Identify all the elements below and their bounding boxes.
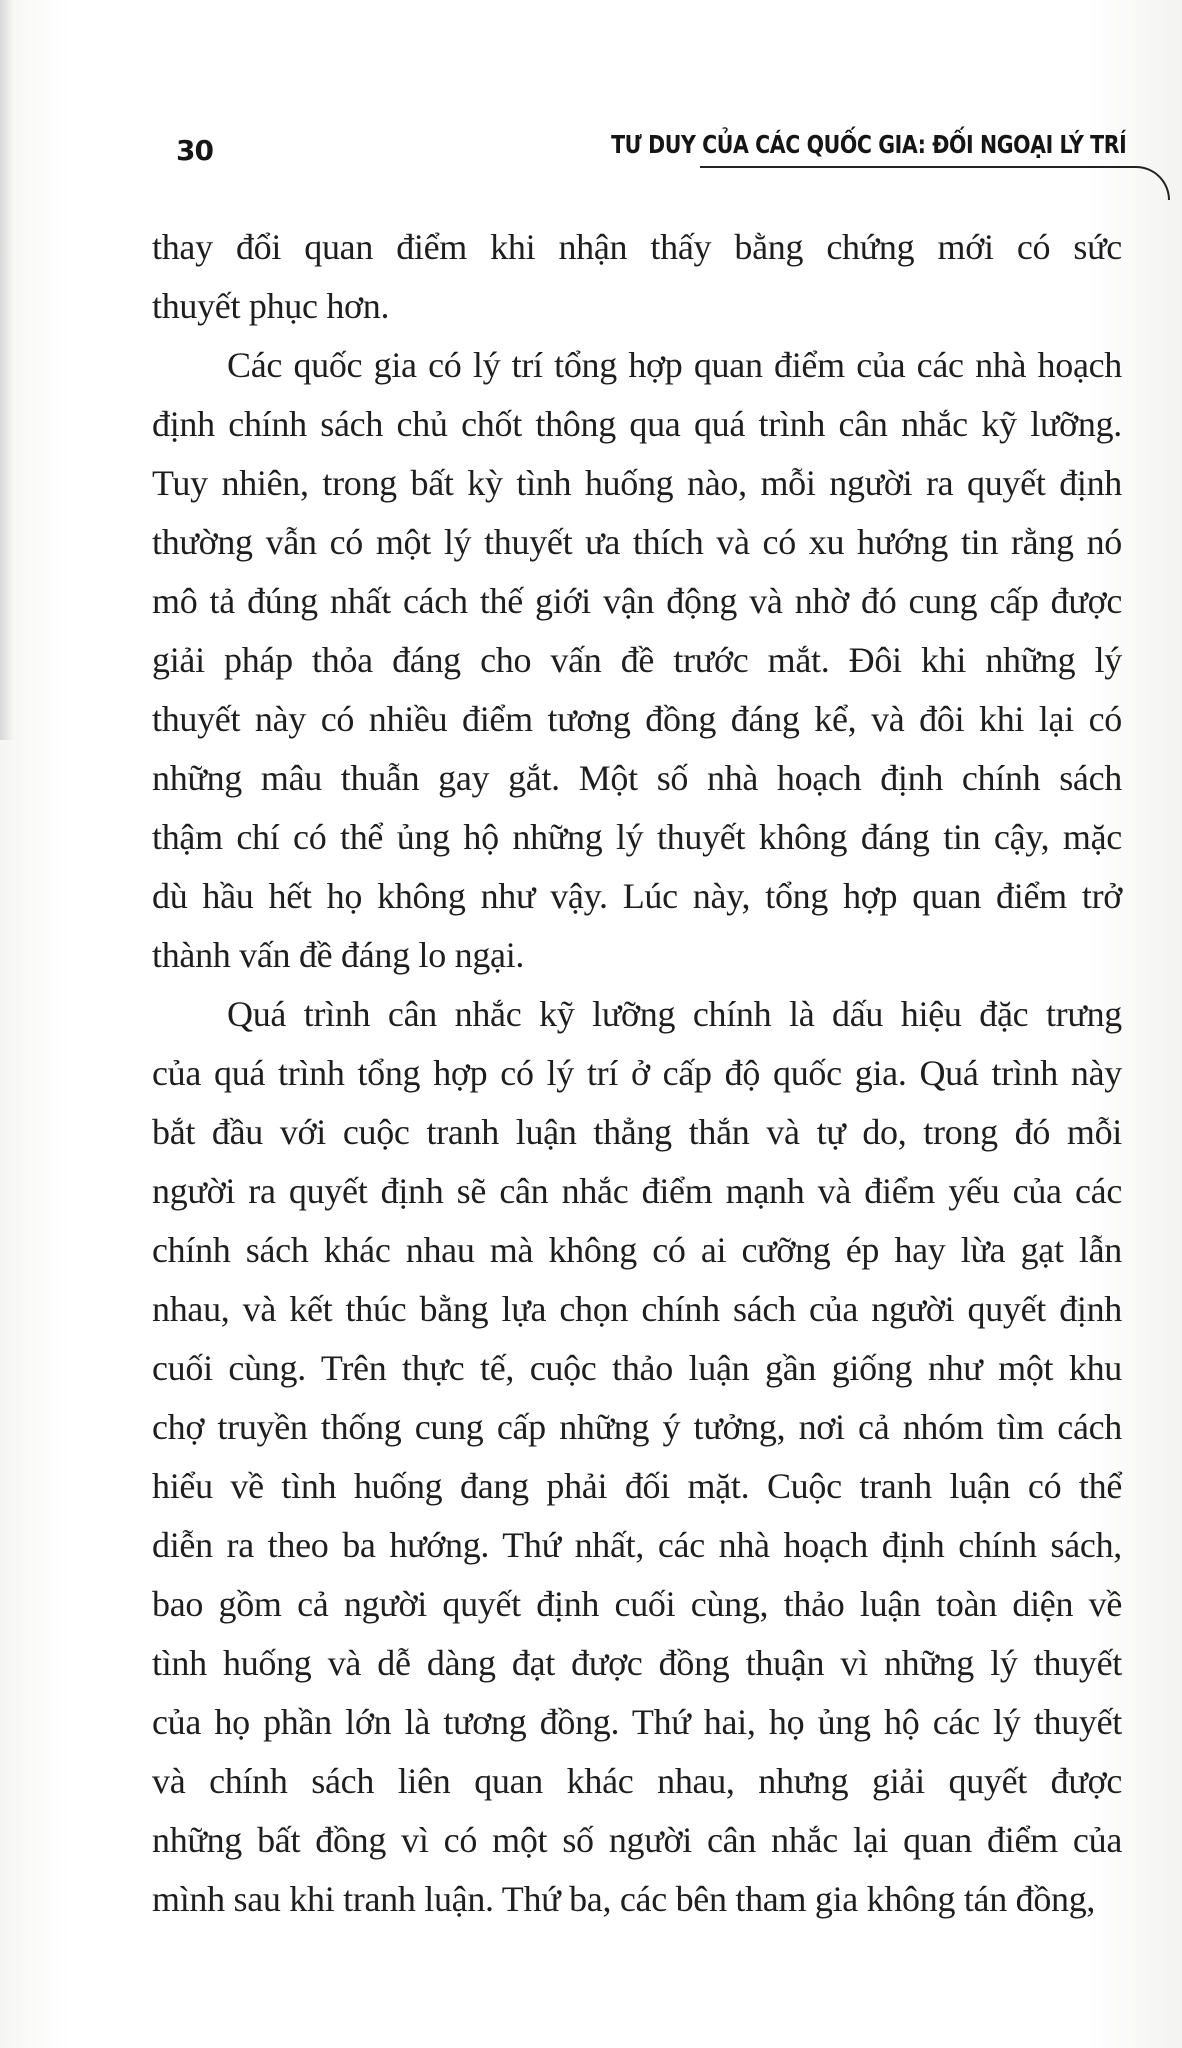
text-line: bao gồm cả người quyết định cuối cùng, thảo luận toàn diện về xyxy=(152,1584,1122,1624)
text-line: Các quốc gia có lý trí tổng hợp quan điểm của các nhà hoạch xyxy=(227,345,1122,385)
text-line: thậm chí có thể ủng hộ những lý thuyết không đáng tin cậy, mặc xyxy=(152,817,1122,857)
text-line: giải pháp thỏa đáng cho vấn đề trước mắt. Đôi khi những lý xyxy=(152,640,1122,680)
text-line: thường vẫn có một lý thuyết ưa thích và có xu hướng tin rằng nó xyxy=(152,522,1122,562)
text-line: thành vấn đề đáng lo ngại. xyxy=(152,935,525,975)
text-line: của họ phần lớn là tương đồng. Thứ hai, họ ủng hộ các lý thuyết xyxy=(152,1702,1122,1742)
text-line: những bất đồng vì có một số người cân nhắc lại quan điểm của xyxy=(152,1820,1122,1860)
text-line: thuyết này có nhiều điểm tương đồng đáng kể, và đôi khi lại có xyxy=(152,699,1122,739)
text-line: chợ truyền thống cung cấp những ý tưởng, nơi cả nhóm tìm cách xyxy=(152,1407,1122,1447)
text-line: và chính sách liên quan khác nhau, nhưng giải quyết được xyxy=(152,1761,1122,1801)
text-line: tình huống và dễ dàng đạt được đồng thuận vì những lý thuyết xyxy=(152,1643,1122,1683)
paragraph xyxy=(152,985,1122,1929)
header-rule xyxy=(700,166,1130,168)
text-line: nhau, và kết thúc bằng lựa chọn chính sách của người quyết định xyxy=(152,1289,1122,1329)
text-line: người ra quyết định sẽ cân nhắc điểm mạnh và điểm yếu của các xyxy=(152,1171,1122,1211)
paragraph xyxy=(152,336,1122,985)
text-line: dù hầu hết họ không như vậy. Lúc này, tổng hợp quan điểm trở xyxy=(152,876,1122,916)
text-line: cuối cùng. Trên thực tế, cuộc thảo luận gần giống như một khu xyxy=(152,1348,1122,1388)
text-line: chính sách khác nhau mà không có ai cưỡng ép hay lừa gạt lẫn xyxy=(152,1230,1122,1270)
running-title: TƯ DUY CỦA CÁC QUỐC GIA: ĐỐI NGOẠI LÝ TRÍ xyxy=(610,130,1126,159)
page-number: 30 xyxy=(176,134,213,167)
text-line: Tuy nhiên, trong bất kỳ tình huống nào, mỗi người ra quyết định xyxy=(152,463,1122,503)
paragraph xyxy=(152,218,1122,336)
text-line: mô tả đúng nhất cách thế giới vận động và nhờ đó cung cấp được xyxy=(152,581,1122,621)
text-line: diễn ra theo ba hướng. Thứ nhất, các nhà hoạch định chính sách, xyxy=(152,1525,1122,1565)
text-line: bắt đầu với cuộc tranh luận thẳng thắn và tự do, trong đó mỗi xyxy=(152,1112,1122,1152)
text-line: thay đổi quan điểm khi nhận thấy bằng chứng mới có sức xyxy=(152,227,1122,267)
text-line: Quá trình cân nhắc kỹ lưỡng chính là dấu hiệu đặc trưng xyxy=(227,994,1122,1034)
text-line: mình sau khi tranh luận. Thứ ba, các bên tham gia không tán đồng, xyxy=(152,1879,1096,1919)
text-line: của quá trình tổng hợp có lý trí ở cấp độ quốc gia. Quá trình này xyxy=(152,1053,1122,1093)
header-curl-ornament xyxy=(1120,166,1170,200)
page-edge-shadow xyxy=(0,0,14,740)
body-text xyxy=(152,218,1122,1929)
text-line: định chính sách chủ chốt thông qua quá trình cân nhắc kỹ lưỡng. xyxy=(152,404,1122,444)
text-line: thuyết phục hơn. xyxy=(152,286,390,326)
text-line: những mâu thuẫn gay gắt. Một số nhà hoạch định chính sách xyxy=(152,758,1122,798)
text-line: hiểu về tình huống đang phải đối mặt. Cuộc tranh luận có thể xyxy=(152,1466,1122,1506)
page-header xyxy=(0,122,1182,182)
